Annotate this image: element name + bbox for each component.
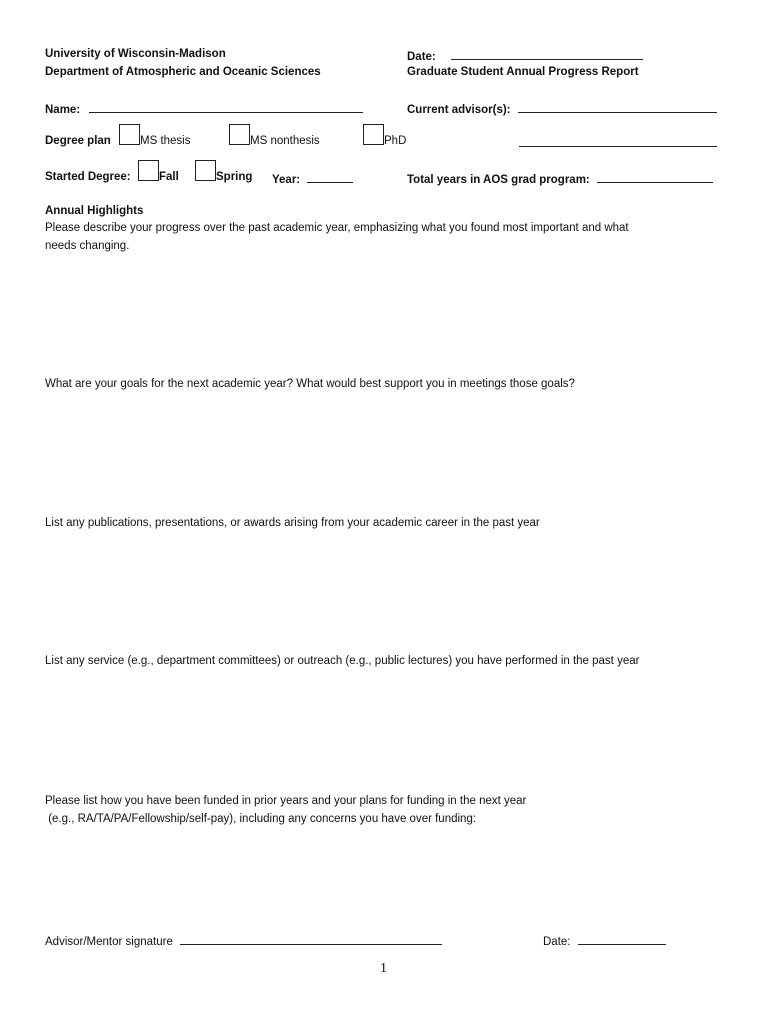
highlights-prompt-line-1: Please describe your progress over the past academic year, emphasizing what you found most important and what — [45, 222, 629, 234]
funding-answer-area[interactable] — [45, 833, 725, 923]
service-prompt: List any service (e.g., department committees) or outreach (e.g., public lectures) you have performed in the past year — [45, 655, 640, 667]
name-row — [45, 101, 363, 116]
footer-date-label: Date: — [543, 936, 571, 948]
footer-date-row — [543, 933, 666, 948]
spring-label: Spring — [216, 171, 253, 183]
ms-nonthesis-checkbox[interactable] — [229, 124, 250, 145]
service-answer-area[interactable] — [45, 675, 725, 785]
advisor-second-row — [519, 135, 717, 150]
highlights-answer-area[interactable] — [45, 260, 725, 370]
fall-label: Fall — [159, 171, 179, 183]
ms-nonthesis-label: MS nonthesis — [250, 135, 320, 147]
advisor-field[interactable] — [518, 101, 717, 113]
ms-thesis-checkbox[interactable] — [119, 124, 140, 145]
total-years-row — [407, 171, 713, 186]
signature-row — [45, 933, 442, 948]
publications-prompt: List any publications, presentations, or awards arising from your academic career in the past year — [45, 517, 540, 529]
advisor-field-2[interactable] — [519, 135, 717, 147]
report-title: Graduate Student Annual Progress Report — [407, 66, 639, 78]
publications-answer-area[interactable] — [45, 537, 725, 647]
advisor-label: Current advisor(s): — [407, 104, 511, 116]
header-date-row — [407, 48, 643, 63]
total-years-label: Total years in AOS grad program: — [407, 174, 590, 186]
fall-checkbox[interactable] — [138, 160, 159, 181]
funding-prompt-line-1: Please list how you have been funded in prior years and your plans for funding in the next year — [45, 795, 527, 807]
name-field[interactable] — [89, 101, 363, 113]
name-label: Name: — [45, 104, 81, 116]
highlights-title: Annual Highlights — [45, 205, 144, 217]
ms-thesis-label: MS thesis — [140, 135, 191, 147]
phd-label: PhD — [384, 135, 407, 147]
header-date-label: Date: — [407, 51, 436, 63]
year-label: Year: — [272, 174, 301, 186]
signature-field[interactable] — [180, 933, 442, 945]
goals-answer-area[interactable] — [45, 398, 725, 508]
advisor-row — [407, 101, 717, 116]
header-date-field[interactable] — [451, 48, 643, 60]
page-number: 1 — [380, 961, 387, 976]
signature-label: Advisor/Mentor signature — [45, 936, 173, 948]
year-field[interactable] — [307, 171, 353, 183]
started-degree-label: Started Degree: — [45, 171, 131, 183]
phd-checkbox[interactable] — [363, 124, 384, 145]
footer-date-field[interactable] — [578, 933, 666, 945]
total-years-field[interactable] — [597, 171, 713, 183]
degree-plan-label: Degree plan — [45, 135, 111, 147]
funding-prompt-line-2: (e.g., RA/TA/PA/Fellowship/self-pay), including any concerns you have over funding: — [45, 813, 477, 825]
highlights-prompt-line-2: needs changing. — [45, 240, 130, 252]
year-row — [272, 171, 353, 186]
spring-checkbox[interactable] — [195, 160, 216, 181]
goals-prompt: What are your goals for the next academic year? What would best support you in meetings those goals? — [45, 378, 575, 390]
department-name: Department of Atmospheric and Oceanic Sciences — [45, 66, 321, 78]
university-name: University of Wisconsin-Madison — [45, 48, 226, 60]
